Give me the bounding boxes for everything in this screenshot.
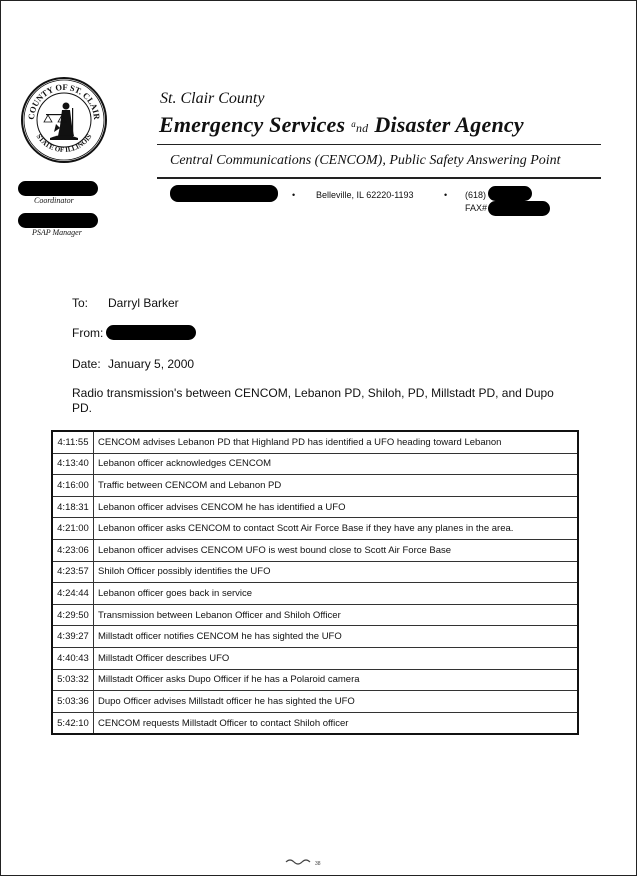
transmission-log-table bbox=[51, 430, 579, 735]
address-bullet-2: • bbox=[444, 190, 448, 200]
redaction-from-name bbox=[106, 325, 196, 340]
log-time: 4:24:44 bbox=[52, 583, 94, 605]
agency-and-nd: nd bbox=[355, 121, 369, 135]
agency-name-part2: Disaster Agency bbox=[374, 112, 524, 137]
log-row bbox=[52, 583, 578, 605]
log-event: Dupo Officer advises Millstadt officer he has sighted the UFO bbox=[94, 691, 579, 713]
log-row bbox=[52, 604, 578, 626]
log-row bbox=[52, 561, 578, 583]
address-bullet-1: • bbox=[292, 190, 296, 200]
log-row bbox=[52, 496, 578, 518]
from-label: From: bbox=[72, 326, 104, 340]
log-row bbox=[52, 539, 578, 561]
agency-subtitle: Central Communications (CENCOM), Public Safety Answering Point bbox=[170, 153, 561, 168]
seal-top-text: COUNTY OF ST. CLAIR bbox=[25, 81, 103, 121]
redaction-psap-name bbox=[18, 213, 98, 228]
redaction-phone bbox=[488, 186, 532, 201]
log-event: Lebanon officer asks CENCOM to contact Scott Air Force Base if they have any planes in the area. bbox=[94, 518, 579, 540]
log-time: 4:18:31 bbox=[52, 496, 94, 518]
redaction-fax bbox=[488, 201, 550, 216]
log-event: CENCOM requests Millstadt Officer to contact Shiloh officer bbox=[94, 712, 579, 734]
log-event: Transmission between Lebanon Officer and Shiloh Officer bbox=[94, 604, 579, 626]
page-mark: 38 bbox=[315, 861, 321, 866]
log-event: Millstadt Officer asks Dupo Officer if he has a Polaroid camera bbox=[94, 669, 579, 691]
redaction-street-address bbox=[170, 185, 278, 202]
log-time: 4:11:55 bbox=[52, 431, 94, 453]
log-time: 5:42:10 bbox=[52, 712, 94, 734]
log-event: Lebanon officer goes back in service bbox=[94, 583, 579, 605]
log-event: Lebanon officer acknowledges CENCOM bbox=[94, 453, 579, 475]
log-time: 4:13:40 bbox=[52, 453, 94, 475]
log-time: 4:40:43 bbox=[52, 647, 94, 669]
address-city: Belleville, IL 62220-1193 bbox=[316, 190, 414, 200]
agency-name bbox=[159, 112, 524, 138]
log-time: 4:16:00 bbox=[52, 475, 94, 497]
printer-mark-icon bbox=[284, 858, 324, 866]
log-time: 5:03:36 bbox=[52, 691, 94, 713]
redaction-coordinator-name bbox=[18, 181, 98, 196]
fax-prefix: FAX# bbox=[465, 203, 488, 213]
coordinator-label: Coordinator bbox=[34, 196, 74, 205]
log-time: 4:23:06 bbox=[52, 539, 94, 561]
log-event: Traffic between CENCOM and Lebanon PD bbox=[94, 475, 579, 497]
log-row bbox=[52, 647, 578, 669]
log-row bbox=[52, 712, 578, 734]
phone-prefix: (618) bbox=[465, 190, 487, 200]
log-time: 4:23:57 bbox=[52, 561, 94, 583]
header-rule-top bbox=[157, 144, 601, 145]
log-row bbox=[52, 518, 578, 540]
psap-manager-label: PSAP Manager bbox=[32, 228, 82, 237]
log-time: 4:39:27 bbox=[52, 626, 94, 648]
agency-and bbox=[351, 121, 368, 135]
date-value: January 5, 2000 bbox=[108, 357, 195, 371]
log-event: Millstadt Officer describes UFO bbox=[94, 647, 579, 669]
county-seal-icon bbox=[20, 76, 108, 164]
log-event: Lebanon officer advises CENCOM he has identified a UFO bbox=[94, 496, 579, 518]
log-event: Shiloh Officer possibly identifies the UFO bbox=[94, 561, 579, 583]
log-row bbox=[52, 453, 578, 475]
agency-name-part1: Emergency Services bbox=[159, 112, 346, 137]
agency-and-sup: a bbox=[351, 119, 356, 129]
log-row bbox=[52, 626, 578, 648]
seal-bottom-text: STATE OF ILLINOIS bbox=[34, 132, 94, 155]
memo-subject: Radio transmission's between CENCOM, Lebanon PD, Shiloh, PD, Millstadt PD, and Dupo PD. bbox=[72, 386, 554, 415]
county-name: St. Clair County bbox=[160, 90, 265, 107]
date-label: Date: bbox=[72, 357, 101, 371]
log-event: Lebanon officer advises CENCOM UFO is west bound close to Scott Air Force Base bbox=[94, 539, 579, 561]
to-value: Darryl Barker bbox=[108, 296, 179, 310]
log-row bbox=[52, 691, 578, 713]
log-event: Millstadt officer notifies CENCOM he has sighted the UFO bbox=[94, 626, 579, 648]
log-row bbox=[52, 431, 578, 453]
header-rule-bottom bbox=[157, 177, 601, 179]
log-row bbox=[52, 475, 578, 497]
log-row bbox=[52, 669, 578, 691]
log-time: 5:03:32 bbox=[52, 669, 94, 691]
log-time: 4:29:50 bbox=[52, 604, 94, 626]
to-label: To: bbox=[72, 296, 89, 310]
log-time: 4:21:00 bbox=[52, 518, 94, 540]
log-event: CENCOM advises Lebanon PD that Highland PD has identified a UFO heading toward Lebanon bbox=[94, 431, 579, 453]
